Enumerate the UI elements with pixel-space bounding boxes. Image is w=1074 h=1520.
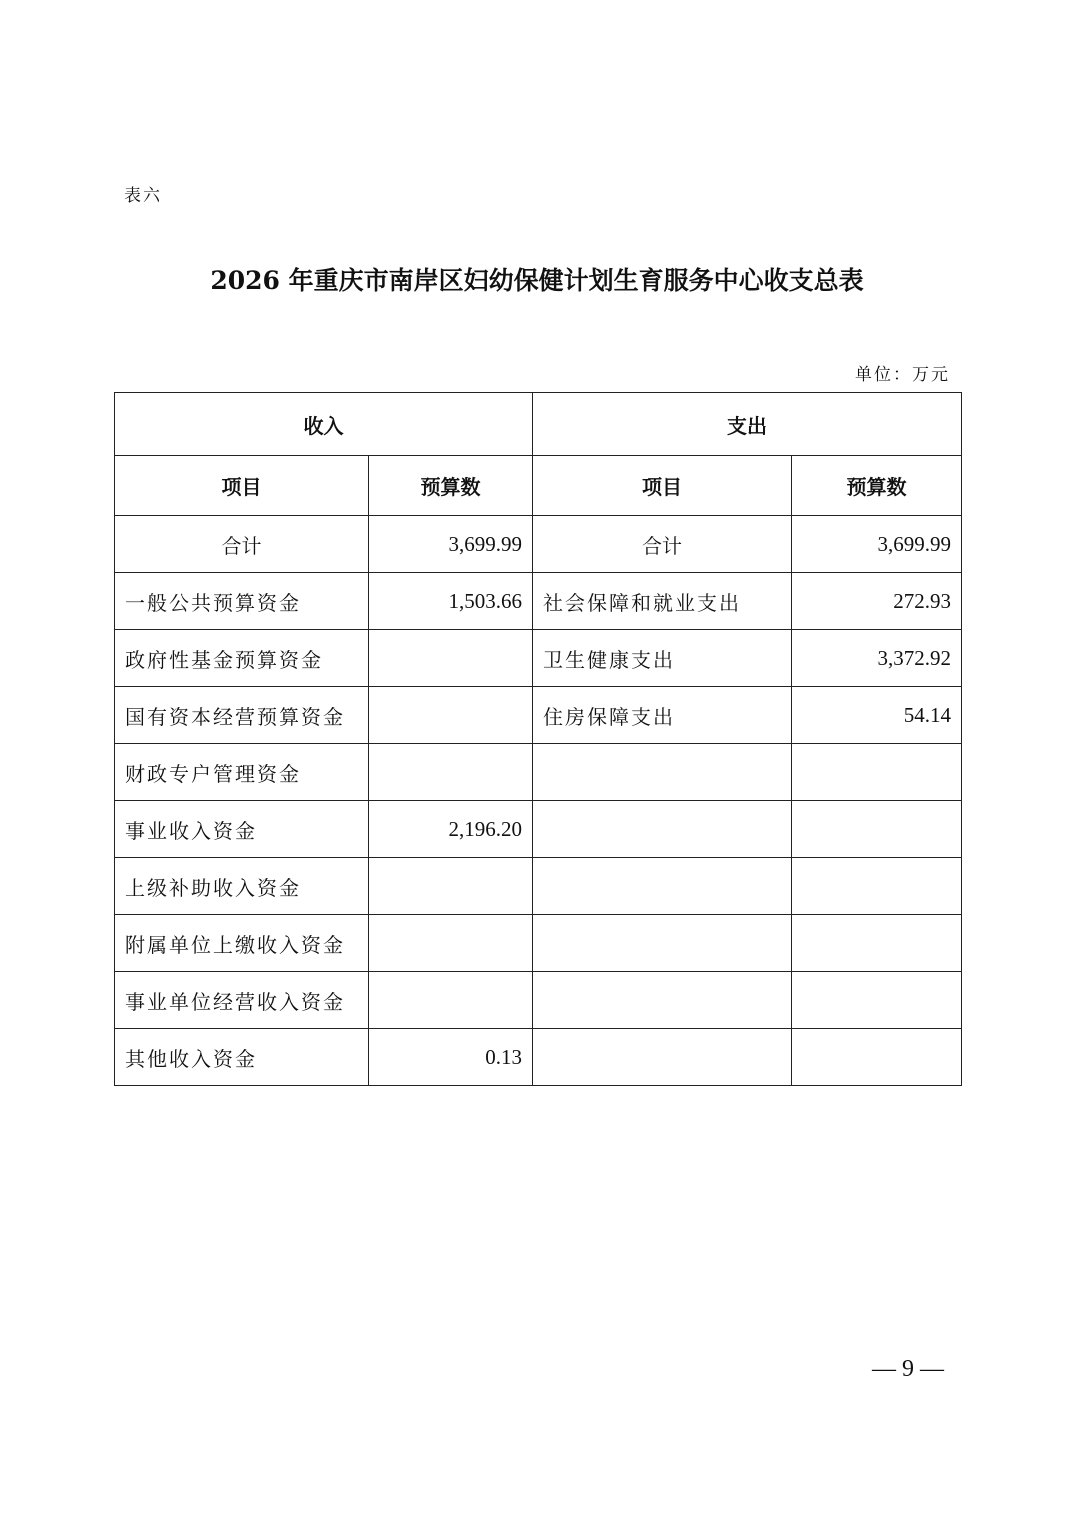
table-label: 表六 [124, 186, 162, 206]
expenditure-item-column-header: 项目 [533, 456, 792, 516]
column-header-row [115, 456, 962, 516]
income-item-cell: 附属单位上缴收入资金 [115, 915, 369, 972]
income-amount-cell: 1,503.66 [369, 573, 533, 630]
expenditure-item-cell: 社会保障和就业支出 [533, 573, 792, 630]
expenditure-item-cell [533, 744, 792, 801]
income-amount-cell: 2,196.20 [369, 801, 533, 858]
page-number: — 9 — [872, 1356, 944, 1382]
section-header-row [115, 393, 962, 456]
expenditure-total-label: 合计 [533, 516, 792, 573]
expenditure-amount-column-header: 预算数 [792, 456, 962, 516]
expenditure-amount-cell [792, 1029, 962, 1086]
totals-row [115, 516, 962, 573]
income-item-cell: 上级补助收入资金 [115, 858, 369, 915]
expenditure-amount-cell [792, 744, 962, 801]
income-section-header: 收入 [115, 393, 533, 456]
expenditure-item-cell [533, 858, 792, 915]
expenditure-amount-cell [792, 801, 962, 858]
table-row [115, 573, 962, 630]
table-row [115, 744, 962, 801]
income-item-cell: 其他收入资金 [115, 1029, 369, 1086]
income-amount-cell [369, 915, 533, 972]
income-item-cell: 政府性基金预算资金 [115, 630, 369, 687]
income-item-cell: 一般公共预算资金 [115, 573, 369, 630]
expenditure-amount-cell [792, 915, 962, 972]
income-item-column-header: 项目 [115, 456, 369, 516]
expenditure-item-cell [533, 801, 792, 858]
expenditure-amount-cell: 3,372.92 [792, 630, 962, 687]
income-item-cell: 国有资本经营预算资金 [115, 687, 369, 744]
income-total-amount: 3,699.99 [369, 516, 533, 573]
table-row [115, 630, 962, 687]
expenditure-item-cell [533, 1029, 792, 1086]
expenditure-amount-cell [792, 972, 962, 1029]
expenditure-item-cell [533, 972, 792, 1029]
expenditure-total-amount: 3,699.99 [792, 516, 962, 573]
expenditure-amount-cell: 54.14 [792, 687, 962, 744]
income-item-cell: 事业单位经营收入资金 [115, 972, 369, 1029]
income-amount-cell [369, 858, 533, 915]
budget-summary-table [114, 392, 962, 1086]
table-row [115, 915, 962, 972]
income-amount-cell [369, 687, 533, 744]
income-amount-cell: 0.13 [369, 1029, 533, 1086]
expenditure-amount-cell: 272.93 [792, 573, 962, 630]
income-item-cell: 事业收入资金 [115, 801, 369, 858]
income-amount-cell [369, 972, 533, 1029]
table-row [115, 687, 962, 744]
expenditure-item-cell: 住房保障支出 [533, 687, 792, 744]
table-row [115, 858, 962, 915]
expenditure-amount-cell [792, 858, 962, 915]
table-row [115, 1029, 962, 1086]
page-title: 2026 年重庆市南岸区妇幼保健计划生育服务中心收支总表 [210, 266, 864, 295]
expenditure-item-cell: 卫生健康支出 [533, 630, 792, 687]
income-amount-column-header: 预算数 [369, 456, 533, 516]
table-row [115, 801, 962, 858]
expenditure-item-cell [533, 915, 792, 972]
table-row [115, 972, 962, 1029]
income-amount-cell [369, 630, 533, 687]
expenditure-section-header: 支出 [533, 393, 962, 456]
unit-label: 单位：万元 [855, 365, 950, 385]
income-amount-cell [369, 744, 533, 801]
income-total-label: 合计 [115, 516, 369, 573]
table-body [115, 393, 962, 1086]
income-item-cell: 财政专户管理资金 [115, 744, 369, 801]
